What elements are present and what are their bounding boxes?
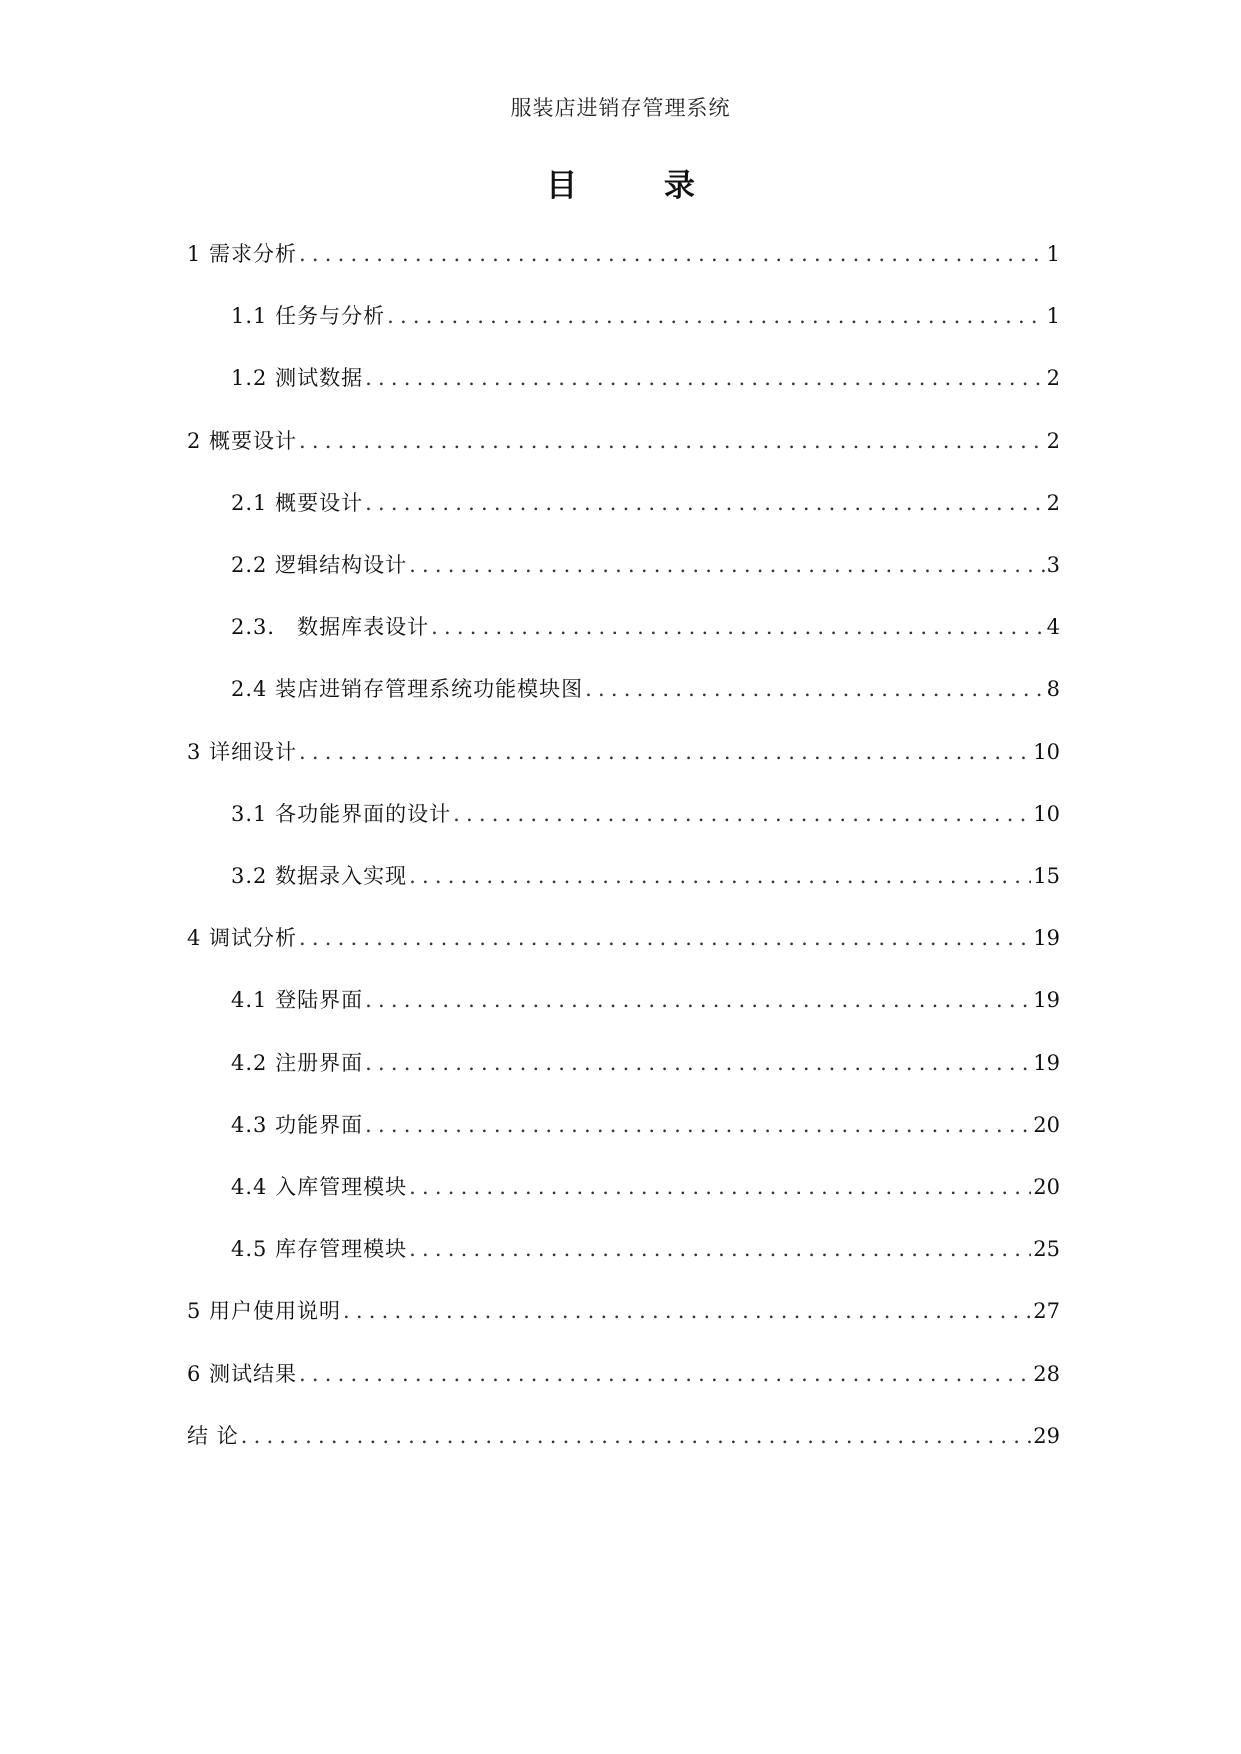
toc-leader-dots (365, 491, 1045, 515)
toc-leader-dots (241, 1424, 1032, 1448)
toc-entry-label: 4.5 库存管理模块 (231, 1237, 408, 1261)
toc-entry-label: 1.2 测试数据 (231, 366, 364, 390)
toc-leader-dots (299, 740, 1031, 764)
toc-title: 目 录 (546, 168, 733, 204)
toc-leader-dots (365, 1051, 1031, 1075)
toc-entry-page-number: 2 (1046, 429, 1060, 453)
toc-entry-page-number: 2 (1046, 366, 1060, 390)
toc-entry-page-number: 19 (1033, 988, 1060, 1012)
toc-leader-dots (299, 429, 1045, 453)
toc-entry[interactable] (187, 1295, 1060, 1329)
toc-entry[interactable] (231, 1233, 1060, 1267)
toc-entry[interactable] (187, 922, 1060, 956)
toc-entry[interactable] (231, 860, 1060, 894)
toc-entry-label: 2.4 装店进销存管理系统功能模块图 (231, 677, 584, 701)
toc-entry-label: 4 调试分析 (187, 926, 298, 950)
toc-entry-label: 3.1 各功能界面的设计 (231, 802, 452, 826)
toc-entry-page-number: 3 (1046, 553, 1060, 577)
toc-leader-dots (343, 1299, 1031, 1323)
toc-entry-page-number: 10 (1033, 740, 1060, 764)
toc-entry[interactable] (231, 1047, 1060, 1081)
toc-entry-page-number: 15 (1033, 864, 1060, 888)
toc-leader-dots (365, 366, 1045, 390)
toc-entry[interactable] (187, 1358, 1060, 1392)
page-header: 服装店进销存管理系统 (510, 96, 731, 120)
toc-entry-label: 3.2 数据录入实现 (231, 864, 408, 888)
toc-entry-page-number: 29 (1033, 1424, 1060, 1448)
toc-entry-label: 2 概要设计 (187, 429, 298, 453)
toc-entry-page-number: 20 (1033, 1113, 1060, 1137)
toc-entry[interactable] (231, 362, 1060, 396)
toc-leader-dots (299, 926, 1031, 950)
toc-entry-page-number: 2 (1046, 491, 1060, 515)
toc-entry-label: 4.2 注册界面 (231, 1051, 364, 1075)
toc-entry-label: 1.1 任务与分析 (231, 304, 386, 328)
toc-leader-dots (409, 1175, 1031, 1199)
toc-leader-dots (299, 1362, 1031, 1386)
toc-entry[interactable] (231, 673, 1060, 707)
toc-entry-page-number: 27 (1033, 1299, 1060, 1323)
toc-entry-page-number: 10 (1033, 802, 1060, 826)
toc-entry-page-number: 20 (1033, 1175, 1060, 1199)
toc-entry[interactable] (231, 487, 1060, 521)
toc-entry-label: 2.1 概要设计 (231, 491, 364, 515)
toc-entry-page-number: 1 (1046, 304, 1060, 328)
toc-entry[interactable] (187, 736, 1060, 770)
toc-leader-dots (431, 615, 1045, 639)
toc-leader-dots (365, 1113, 1031, 1137)
toc-entry-page-number: 25 (1033, 1237, 1060, 1261)
toc-entry[interactable] (231, 611, 1060, 645)
toc-entry-page-number: 8 (1046, 677, 1060, 701)
toc-entry[interactable] (231, 549, 1060, 583)
toc-entry-page-number: 19 (1033, 926, 1060, 950)
toc-entry[interactable] (187, 1420, 1060, 1454)
toc-entry[interactable] (231, 798, 1060, 832)
toc-entry-page-number: 28 (1033, 1362, 1060, 1386)
toc-entry-label: 2.3． 数据库表设计 (231, 615, 430, 639)
toc-entry[interactable] (231, 1171, 1060, 1205)
toc-entry-label: 3 详细设计 (187, 740, 298, 764)
toc-leader-dots (585, 677, 1045, 701)
toc-entry[interactable] (187, 425, 1060, 459)
toc-entry[interactable] (187, 238, 1060, 272)
toc-leader-dots (409, 553, 1045, 577)
toc-entry-label: 4.3 功能界面 (231, 1113, 364, 1137)
toc-entry-page-number: 19 (1033, 1051, 1060, 1075)
toc-entry-page-number: 4 (1046, 615, 1060, 639)
toc-entry-label: 6 测试结果 (187, 1362, 298, 1386)
toc-entry-label: 5 用户使用说明 (187, 1299, 342, 1323)
toc-entry-page-number: 1 (1046, 242, 1060, 266)
toc-leader-dots (409, 864, 1031, 888)
toc-leader-dots (409, 1237, 1031, 1261)
toc-entry-label: 4.1 登陆界面 (231, 988, 364, 1012)
toc-entry[interactable] (231, 1109, 1060, 1143)
toc-leader-dots (299, 242, 1045, 266)
toc-entry-label: 4.4 入库管理模块 (231, 1175, 408, 1199)
toc-leader-dots (387, 304, 1045, 328)
toc-entry-label: 1 需求分析 (187, 242, 298, 266)
toc-entry[interactable] (231, 300, 1060, 334)
toc-entry-label: 结 论 (187, 1424, 239, 1448)
toc-leader-dots (453, 802, 1031, 826)
toc-leader-dots (365, 988, 1031, 1012)
toc-entry[interactable] (231, 984, 1060, 1018)
toc-entry-label: 2.2 逻辑结构设计 (231, 553, 408, 577)
